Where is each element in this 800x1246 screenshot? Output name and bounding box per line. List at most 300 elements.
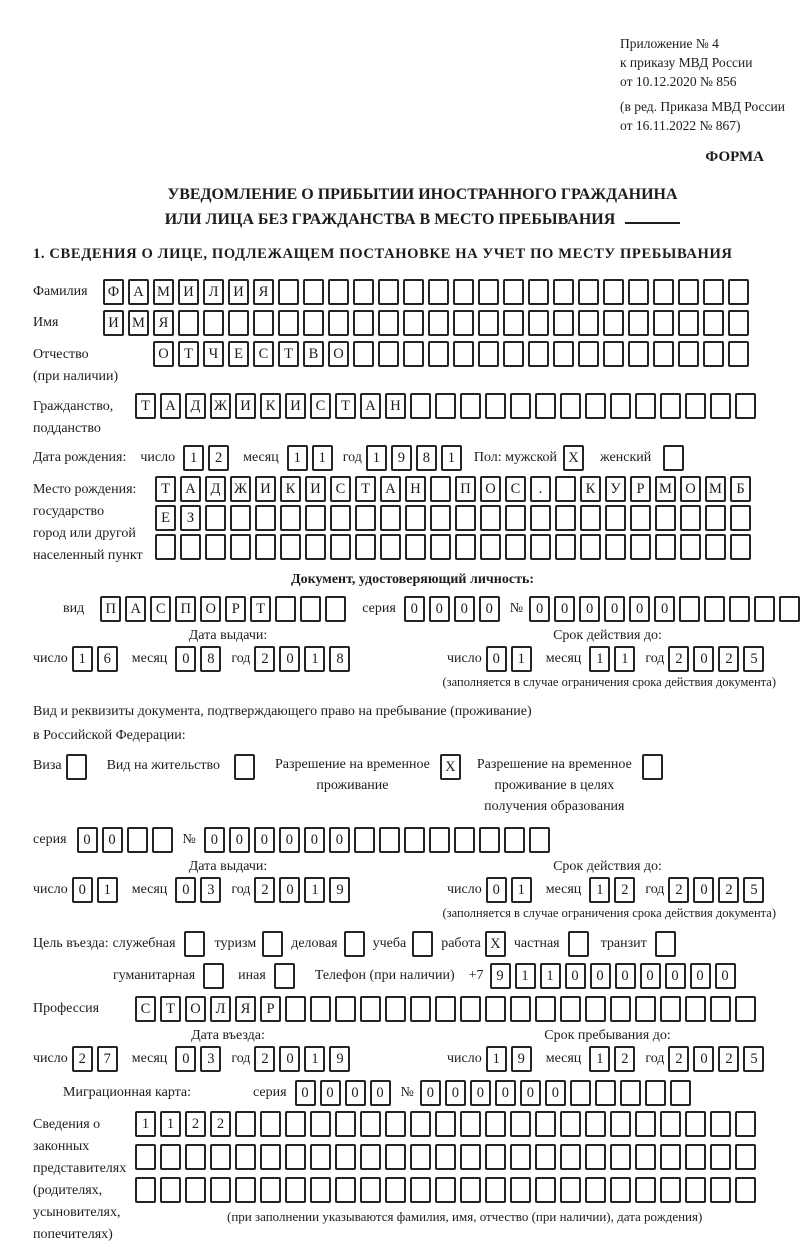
char-cell[interactable]: Р [630, 476, 651, 502]
char-cell[interactable] [728, 310, 749, 336]
char-cell[interactable] [253, 310, 274, 336]
char-cell[interactable] [779, 596, 800, 622]
char-cell[interactable] [680, 505, 701, 531]
char-cell[interactable]: С [253, 341, 274, 367]
char-cell[interactable] [455, 534, 476, 560]
char-cell[interactable] [285, 1177, 306, 1203]
char-cell[interactable] [328, 279, 349, 305]
birthplace-input-line3[interactable] [155, 534, 755, 560]
char-cell[interactable] [330, 505, 351, 531]
char-cell[interactable]: В [303, 341, 324, 367]
char-cell[interactable]: 2 [718, 1046, 739, 1072]
permit-number-input[interactable] [204, 827, 554, 853]
char-cell[interactable] [460, 393, 481, 419]
char-cell[interactable] [478, 310, 499, 336]
char-cell[interactable]: С [505, 476, 526, 502]
char-cell[interactable]: 1 [183, 445, 204, 471]
char-cell[interactable] [185, 1177, 206, 1203]
char-cell[interactable] [503, 341, 524, 367]
char-cell[interactable] [353, 310, 374, 336]
phone-input[interactable] [490, 963, 740, 989]
char-cell[interactable] [127, 827, 148, 853]
sex-female-checkbox[interactable] [663, 445, 688, 471]
purpose-business-checkbox[interactable] [344, 931, 369, 957]
migcard-number-input[interactable] [420, 1080, 695, 1106]
char-cell[interactable]: 0 [495, 1080, 516, 1106]
char-cell[interactable] [260, 1144, 281, 1170]
char-cell[interactable] [553, 341, 574, 367]
char-cell[interactable]: X [563, 445, 584, 471]
char-cell[interactable]: 0 [579, 596, 600, 622]
char-cell[interactable] [280, 505, 301, 531]
char-cell[interactable] [360, 1144, 381, 1170]
permit-valid-month-input[interactable] [589, 877, 639, 903]
char-cell[interactable] [528, 310, 549, 336]
char-cell[interactable] [385, 1177, 406, 1203]
purpose-humanitarian-checkbox[interactable] [203, 963, 228, 989]
char-cell[interactable] [595, 1080, 616, 1106]
char-cell[interactable]: М [655, 476, 676, 502]
char-cell[interactable] [685, 1144, 706, 1170]
char-cell[interactable] [280, 534, 301, 560]
char-cell[interactable]: 0 [175, 877, 196, 903]
char-cell[interactable] [735, 1177, 756, 1203]
char-cell[interactable] [655, 534, 676, 560]
char-cell[interactable]: Т [160, 996, 181, 1022]
char-cell[interactable]: 0 [445, 1080, 466, 1106]
char-cell[interactable]: С [310, 393, 331, 419]
char-cell[interactable] [479, 827, 500, 853]
char-cell[interactable]: X [485, 931, 506, 957]
char-cell[interactable] [628, 279, 649, 305]
char-cell[interactable]: Р [260, 996, 281, 1022]
char-cell[interactable]: 1 [160, 1111, 181, 1137]
char-cell[interactable]: 0 [629, 596, 650, 622]
char-cell[interactable] [303, 310, 324, 336]
char-cell[interactable] [403, 310, 424, 336]
char-cell[interactable]: 8 [329, 646, 350, 672]
char-cell[interactable] [679, 596, 700, 622]
char-cell[interactable] [685, 1111, 706, 1137]
char-cell[interactable] [703, 279, 724, 305]
char-cell[interactable]: 1 [589, 877, 610, 903]
char-cell[interactable]: Т [178, 341, 199, 367]
char-cell[interactable] [460, 1177, 481, 1203]
char-cell[interactable] [274, 963, 295, 989]
doc-number-input[interactable] [529, 596, 800, 622]
char-cell[interactable] [578, 310, 599, 336]
char-cell[interactable] [610, 1144, 631, 1170]
char-cell[interactable] [528, 279, 549, 305]
char-cell[interactable] [285, 996, 306, 1022]
char-cell[interactable] [630, 534, 651, 560]
char-cell[interactable]: 0 [693, 1046, 714, 1072]
char-cell[interactable] [754, 596, 775, 622]
char-cell[interactable] [480, 505, 501, 531]
char-cell[interactable] [435, 1111, 456, 1137]
char-cell[interactable]: 7 [97, 1046, 118, 1072]
char-cell[interactable] [585, 1111, 606, 1137]
char-cell[interactable]: 1 [614, 646, 635, 672]
char-cell[interactable]: 0 [693, 877, 714, 903]
char-cell[interactable]: К [580, 476, 601, 502]
char-cell[interactable]: И [285, 393, 306, 419]
char-cell[interactable] [430, 534, 451, 560]
char-cell[interactable]: 2 [718, 877, 739, 903]
char-cell[interactable] [635, 1177, 656, 1203]
char-cell[interactable]: 1 [511, 877, 532, 903]
char-cell[interactable]: 1 [304, 877, 325, 903]
char-cell[interactable] [535, 1111, 556, 1137]
char-cell[interactable]: Т [135, 393, 156, 419]
char-cell[interactable] [660, 1144, 681, 1170]
char-cell[interactable]: 2 [668, 877, 689, 903]
char-cell[interactable]: 0 [279, 646, 300, 672]
char-cell[interactable] [735, 393, 756, 419]
char-cell[interactable] [710, 996, 731, 1022]
char-cell[interactable] [505, 534, 526, 560]
char-cell[interactable]: 0 [486, 877, 507, 903]
char-cell[interactable] [605, 534, 626, 560]
char-cell[interactable] [404, 827, 425, 853]
char-cell[interactable] [710, 393, 731, 419]
profession-input[interactable] [135, 996, 760, 1022]
char-cell[interactable] [378, 310, 399, 336]
char-cell[interactable] [620, 1080, 641, 1106]
char-cell[interactable] [580, 505, 601, 531]
char-cell[interactable]: Д [185, 393, 206, 419]
char-cell[interactable]: 0 [590, 963, 611, 989]
char-cell[interactable]: Я [153, 310, 174, 336]
representatives-input-line3[interactable] [135, 1177, 760, 1203]
char-cell[interactable]: 0 [529, 596, 550, 622]
birth-day-input[interactable] [183, 445, 233, 471]
char-cell[interactable]: Я [235, 996, 256, 1022]
char-cell[interactable]: И [305, 476, 326, 502]
char-cell[interactable] [255, 505, 276, 531]
char-cell[interactable] [305, 534, 326, 560]
char-cell[interactable]: 0 [693, 646, 714, 672]
char-cell[interactable] [735, 996, 756, 1022]
char-cell[interactable] [710, 1144, 731, 1170]
char-cell[interactable]: И [235, 393, 256, 419]
char-cell[interactable] [235, 1111, 256, 1137]
char-cell[interactable] [300, 596, 321, 622]
permit-issue-year-input[interactable] [254, 877, 354, 903]
char-cell[interactable]: С [135, 996, 156, 1022]
char-cell[interactable]: 5 [743, 877, 764, 903]
char-cell[interactable]: Ч [203, 341, 224, 367]
char-cell[interactable] [485, 393, 506, 419]
char-cell[interactable]: И [103, 310, 124, 336]
char-cell[interactable] [653, 310, 674, 336]
char-cell[interactable]: 9 [329, 877, 350, 903]
birthplace-input-line2[interactable] [155, 505, 755, 531]
char-cell[interactable] [585, 1177, 606, 1203]
char-cell[interactable] [278, 279, 299, 305]
char-cell[interactable] [735, 1144, 756, 1170]
char-cell[interactable]: 2 [668, 646, 689, 672]
char-cell[interactable] [570, 1080, 591, 1106]
purpose-transit-checkbox[interactable] [655, 931, 680, 957]
place-number-blank[interactable] [625, 208, 680, 224]
char-cell[interactable] [285, 1111, 306, 1137]
char-cell[interactable] [530, 534, 551, 560]
char-cell[interactable]: О [153, 341, 174, 367]
char-cell[interactable] [330, 534, 351, 560]
char-cell[interactable]: 1 [515, 963, 536, 989]
char-cell[interactable] [205, 534, 226, 560]
char-cell[interactable] [335, 1144, 356, 1170]
char-cell[interactable]: 0 [370, 1080, 391, 1106]
char-cell[interactable] [553, 310, 574, 336]
doc-kind-input[interactable] [100, 596, 350, 622]
char-cell[interactable] [555, 476, 576, 502]
char-cell[interactable] [235, 1144, 256, 1170]
char-cell[interactable] [260, 1111, 281, 1137]
doc-issue-year-input[interactable] [254, 646, 354, 672]
char-cell[interactable]: 0 [175, 646, 196, 672]
char-cell[interactable]: 1 [511, 646, 532, 672]
char-cell[interactable] [410, 1111, 431, 1137]
char-cell[interactable] [505, 505, 526, 531]
char-cell[interactable]: 0 [640, 963, 661, 989]
char-cell[interactable]: 5 [743, 646, 764, 672]
char-cell[interactable]: О [328, 341, 349, 367]
char-cell[interactable] [605, 505, 626, 531]
char-cell[interactable] [178, 310, 199, 336]
purpose-official-checkbox[interactable] [184, 931, 209, 957]
char-cell[interactable] [380, 505, 401, 531]
char-cell[interactable]: 1 [366, 445, 387, 471]
char-cell[interactable]: А [380, 476, 401, 502]
char-cell[interactable] [234, 754, 255, 780]
stay-month-input[interactable] [589, 1046, 639, 1072]
char-cell[interactable]: . [530, 476, 551, 502]
purpose-tourism-checkbox[interactable] [262, 931, 287, 957]
char-cell[interactable] [485, 1177, 506, 1203]
char-cell[interactable]: 1 [486, 1046, 507, 1072]
char-cell[interactable] [275, 596, 296, 622]
char-cell[interactable]: Я [253, 279, 274, 305]
char-cell[interactable]: 1 [441, 445, 462, 471]
char-cell[interactable]: 2 [254, 1046, 275, 1072]
char-cell[interactable]: 0 [429, 596, 450, 622]
char-cell[interactable] [160, 1144, 181, 1170]
char-cell[interactable] [335, 1177, 356, 1203]
permit-series-input[interactable] [77, 827, 177, 853]
char-cell[interactable]: М [153, 279, 174, 305]
char-cell[interactable] [262, 931, 283, 957]
char-cell[interactable] [210, 1177, 231, 1203]
char-cell[interactable] [510, 1111, 531, 1137]
firstname-input[interactable] [103, 310, 753, 336]
char-cell[interactable] [360, 1111, 381, 1137]
char-cell[interactable] [210, 1144, 231, 1170]
char-cell[interactable] [480, 534, 501, 560]
char-cell[interactable] [379, 827, 400, 853]
char-cell[interactable] [230, 505, 251, 531]
char-cell[interactable] [453, 279, 474, 305]
char-cell[interactable]: 0 [72, 877, 93, 903]
char-cell[interactable]: 6 [97, 646, 118, 672]
char-cell[interactable]: Н [385, 393, 406, 419]
lastname-input[interactable] [103, 279, 753, 305]
char-cell[interactable] [635, 1111, 656, 1137]
char-cell[interactable] [403, 341, 424, 367]
char-cell[interactable] [705, 534, 726, 560]
char-cell[interactable]: 0 [454, 596, 475, 622]
char-cell[interactable] [310, 1111, 331, 1137]
char-cell[interactable] [385, 1111, 406, 1137]
char-cell[interactable] [610, 1111, 631, 1137]
char-cell[interactable]: Р [225, 596, 246, 622]
char-cell[interactable]: 2 [718, 646, 739, 672]
char-cell[interactable] [585, 1144, 606, 1170]
char-cell[interactable] [580, 534, 601, 560]
char-cell[interactable] [335, 996, 356, 1022]
char-cell[interactable]: 0 [554, 596, 575, 622]
char-cell[interactable] [355, 505, 376, 531]
char-cell[interactable] [504, 827, 525, 853]
char-cell[interactable] [485, 996, 506, 1022]
char-cell[interactable] [578, 279, 599, 305]
char-cell[interactable] [653, 341, 674, 367]
representatives-input-line1[interactable] [135, 1111, 760, 1137]
char-cell[interactable]: 1 [72, 646, 93, 672]
char-cell[interactable]: А [180, 476, 201, 502]
char-cell[interactable] [380, 534, 401, 560]
char-cell[interactable] [428, 279, 449, 305]
char-cell[interactable] [344, 931, 365, 957]
char-cell[interactable] [135, 1177, 156, 1203]
char-cell[interactable] [184, 931, 205, 957]
char-cell[interactable]: 9 [490, 963, 511, 989]
char-cell[interactable] [305, 505, 326, 531]
char-cell[interactable] [510, 1144, 531, 1170]
char-cell[interactable] [568, 931, 589, 957]
char-cell[interactable] [435, 996, 456, 1022]
char-cell[interactable]: Л [210, 996, 231, 1022]
birth-month-input[interactable] [287, 445, 337, 471]
char-cell[interactable]: И [178, 279, 199, 305]
char-cell[interactable] [203, 310, 224, 336]
char-cell[interactable] [228, 310, 249, 336]
doc-issue-day-input[interactable] [72, 646, 122, 672]
char-cell[interactable]: О [680, 476, 701, 502]
char-cell[interactable] [260, 1177, 281, 1203]
char-cell[interactable]: 2 [185, 1111, 206, 1137]
char-cell[interactable] [385, 996, 406, 1022]
char-cell[interactable]: 8 [416, 445, 437, 471]
char-cell[interactable] [503, 310, 524, 336]
char-cell[interactable]: Т [250, 596, 271, 622]
purpose-private-checkbox[interactable] [568, 931, 593, 957]
representatives-input-line2[interactable] [135, 1144, 760, 1170]
char-cell[interactable]: 1 [97, 877, 118, 903]
char-cell[interactable] [435, 1144, 456, 1170]
char-cell[interactable]: 0 [102, 827, 123, 853]
char-cell[interactable]: 0 [470, 1080, 491, 1106]
char-cell[interactable] [560, 1177, 581, 1203]
char-cell[interactable]: 3 [200, 877, 221, 903]
char-cell[interactable] [460, 996, 481, 1022]
char-cell[interactable] [628, 341, 649, 367]
char-cell[interactable] [429, 827, 450, 853]
char-cell[interactable] [645, 1080, 666, 1106]
char-cell[interactable] [529, 827, 550, 853]
citizenship-input[interactable] [135, 393, 760, 419]
char-cell[interactable]: 0 [279, 1046, 300, 1072]
char-cell[interactable] [603, 341, 624, 367]
char-cell[interactable]: 0 [77, 827, 98, 853]
char-cell[interactable] [655, 505, 676, 531]
char-cell[interactable]: Л [203, 279, 224, 305]
char-cell[interactable]: 0 [604, 596, 625, 622]
char-cell[interactable] [610, 996, 631, 1022]
char-cell[interactable] [185, 1144, 206, 1170]
char-cell[interactable]: М [705, 476, 726, 502]
char-cell[interactable]: Т [155, 476, 176, 502]
char-cell[interactable] [325, 596, 346, 622]
char-cell[interactable] [435, 393, 456, 419]
char-cell[interactable] [560, 996, 581, 1022]
permit-valid-year-input[interactable] [668, 877, 768, 903]
char-cell[interactable]: 2 [254, 646, 275, 672]
char-cell[interactable]: 5 [743, 1046, 764, 1072]
char-cell[interactable]: У [605, 476, 626, 502]
char-cell[interactable] [685, 996, 706, 1022]
char-cell[interactable] [635, 996, 656, 1022]
char-cell[interactable] [354, 827, 375, 853]
char-cell[interactable] [535, 1144, 556, 1170]
char-cell[interactable]: 1 [589, 1046, 610, 1072]
char-cell[interactable]: 0 [345, 1080, 366, 1106]
char-cell[interactable] [660, 1177, 681, 1203]
char-cell[interactable] [428, 310, 449, 336]
char-cell[interactable]: 0 [204, 827, 225, 853]
char-cell[interactable] [585, 996, 606, 1022]
char-cell[interactable] [410, 393, 431, 419]
char-cell[interactable] [453, 310, 474, 336]
char-cell[interactable] [735, 1111, 756, 1137]
char-cell[interactable] [255, 534, 276, 560]
doc-issue-month-input[interactable] [175, 646, 225, 672]
char-cell[interactable] [285, 1144, 306, 1170]
char-cell[interactable]: О [200, 596, 221, 622]
birth-year-input[interactable] [366, 445, 466, 471]
char-cell[interactable] [730, 505, 751, 531]
char-cell[interactable] [135, 1144, 156, 1170]
char-cell[interactable] [535, 1177, 556, 1203]
char-cell[interactable] [704, 596, 725, 622]
char-cell[interactable]: 0 [175, 1046, 196, 1072]
doc-valid-day-input[interactable] [486, 646, 536, 672]
char-cell[interactable]: А [160, 393, 181, 419]
temp-residence-edu-checkbox[interactable] [642, 754, 667, 780]
char-cell[interactable]: О [185, 996, 206, 1022]
doc-valid-year-input[interactable] [668, 646, 768, 672]
char-cell[interactable]: 0 [486, 646, 507, 672]
char-cell[interactable] [460, 1111, 481, 1137]
char-cell[interactable] [430, 476, 451, 502]
char-cell[interactable] [678, 341, 699, 367]
char-cell[interactable] [360, 996, 381, 1022]
char-cell[interactable] [635, 1144, 656, 1170]
char-cell[interactable] [680, 534, 701, 560]
char-cell[interactable]: 0 [479, 596, 500, 622]
char-cell[interactable] [155, 534, 176, 560]
